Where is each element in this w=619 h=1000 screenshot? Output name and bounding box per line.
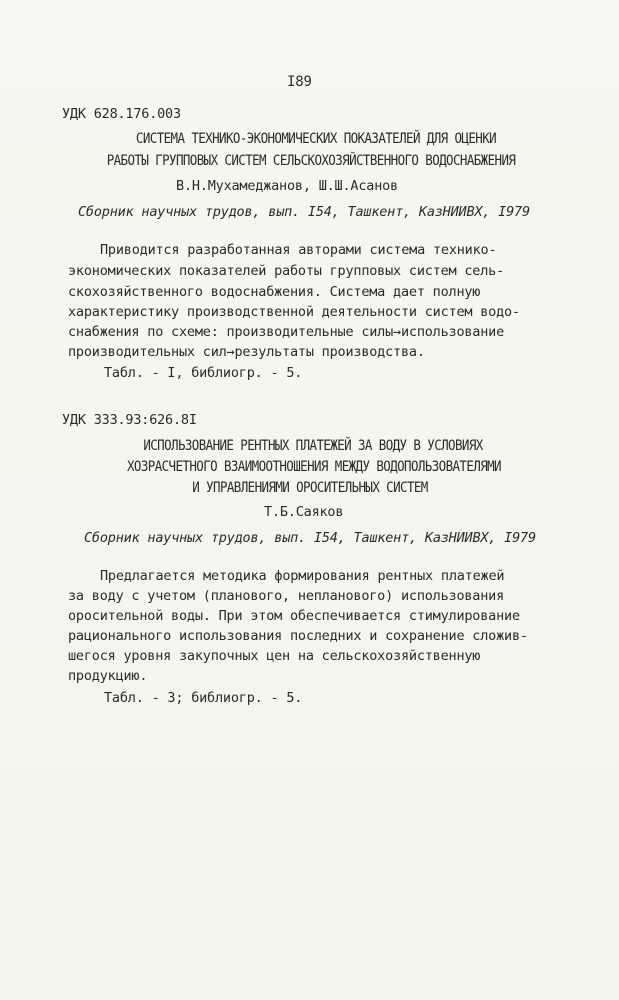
article-2-abstract-line-5: шегося уровня закупочных цен на сельскохозяйственную <box>68 648 481 664</box>
article-1-abstract-line-3: скохозяйственного водоснабжения. Система дает полную <box>68 284 481 300</box>
article-1-refs: Табл. - I, библиогр. - 5. <box>104 365 303 381</box>
page-number: I89 <box>287 74 312 90</box>
article-1-abstract-line-6: производительных сил→результаты производства. <box>68 344 425 360</box>
article-1-abstract-line-2: экономических показателей работы групповых систем сель- <box>68 263 505 279</box>
article-2-abstract-line-1: Предлагается методика формирования рентных платежей <box>100 568 505 584</box>
article-1-authors: В.Н.Мухамеджанов, Ш.Ш.Асанов <box>176 178 398 194</box>
article-1-title-line-2: РАБОТЫ ГРУППОВЫХ СИСТЕМ СЕЛЬСКОХОЗЯЙСТВЕННОГО ВОДОСНАБЖЕНИЯ <box>106 151 516 169</box>
article-2-title-line-2: ХОЗРАСЧЕТНОГО ВЗАИМООТНОШЕНИЯ МЕЖДУ ВОДОПОЛЬЗОВАТЕЛЯМИ <box>127 457 501 475</box>
article-1-udc: УДК 628.176.003 <box>62 106 181 122</box>
article-1-abstract-line-5: снабжения по схеме: производительные силы→использование <box>68 324 505 340</box>
article-2-authors: Т.Б.Саяков <box>264 504 344 520</box>
article-1-source: Сборник научных трудов, вып. I54, Ташкент, КазНИИВХ, I979 <box>78 204 530 220</box>
article-2-abstract-line-2: за воду с учетом (планового, непланового) использования <box>68 588 505 604</box>
article-2-title-line-3: И УПРАВЛЕНИЯМИ ОРОСИТЕЛЬНЫХ СИСТЕМ <box>192 478 428 496</box>
article-1-abstract-line-1: Приводится разработанная авторами система технико- <box>100 242 497 258</box>
article-2-abstract-line-6: продукцию. <box>68 668 148 684</box>
article-2-abstract-line-3: оросительной воды. При этом обеспечивается стимулирование <box>68 608 520 624</box>
article-2-udc: УДК 333.93:626.8I <box>62 412 197 428</box>
article-1-abstract-line-4: характеристику производственной деятельности систем водо- <box>68 304 520 320</box>
article-2-refs: Табл. - 3; библиогр. - 5. <box>104 690 303 706</box>
article-1-title-line-1: СИСТЕМА ТЕХНИКО-ЭКОНОМИЧЕСКИХ ПОКАЗАТЕЛЕЙ ДЛЯ ОЦЕНКИ <box>135 129 497 147</box>
article-2-title-line-1: ИСПОЛЬЗОВАНИЕ РЕНТНЫХ ПЛАТЕЖЕЙ ЗА ВОДУ В УСЛОВИЯХ <box>143 436 483 454</box>
article-2-abstract-line-4: рационального использования последних и сохранение сложив- <box>68 628 528 644</box>
article-2-source: Сборник научных трудов, вып. I54, Ташкент, КазНИИВХ, I979 <box>84 530 536 546</box>
